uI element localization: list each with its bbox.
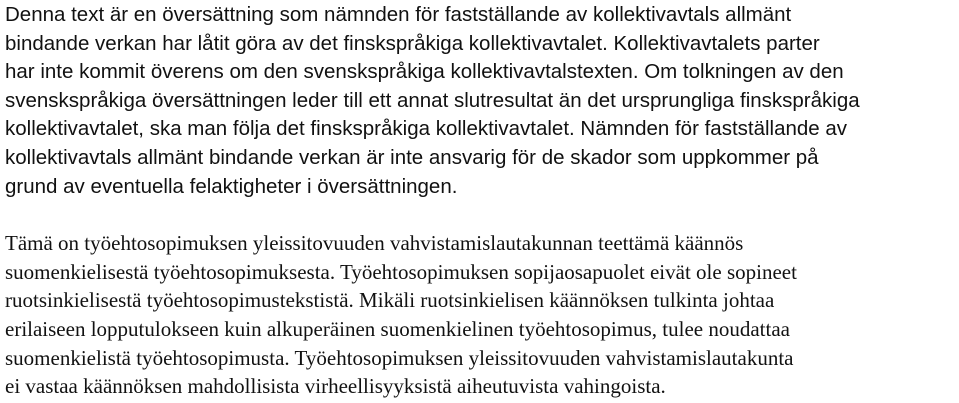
paragraph-line: kollektivavtalet, ska man följa det finskspråkiga kollektivavtalet. Nämnden för fastställande av bbox=[5, 117, 848, 141]
paragraph-line: suomenkielisestä työehtosopimuksesta. Työehtosopimuksen sopijaosapuolet eivät ole sopineet bbox=[5, 259, 797, 284]
paragraph-line: suomenkielistä työehtosopimusta. Työehtosopimuksen yleissitovuuden vahvistamislautakunta bbox=[5, 345, 794, 370]
paragraph-line: Tämä on työehtosopimuksen yleissitovuuden vahvistamislautakunnan teettämä käännös bbox=[5, 231, 744, 256]
paragraph-line: Denna text är en översättning som nämnden för fastställande av kollektivavtals allmänt bbox=[5, 3, 792, 26]
paragraph-line: kollektivavtals allmänt bindande verkan är inte ansvarig för de skador som uppkommer på bbox=[5, 145, 819, 169]
paragraph-line: bindande verkan har låtit göra av det finskspråkiga kollektivavtalet. Kollektivavtalets parter bbox=[5, 31, 820, 55]
paragraph-line: ei vastaa käännöksen mahdollisista virheellisyyksistä aiheutuvista vahingoista. bbox=[5, 374, 666, 399]
swedish-disclaimer-paragraph bbox=[5, 0, 953, 201]
paragraph-line: grund av eventuella felaktigheter i översättningen. bbox=[5, 174, 458, 198]
paragraph-line: erilaiseen lopputulokseen kuin alkuperäinen suomenkielinen työehtosopimus, tulee noudattaa bbox=[5, 316, 790, 341]
paragraph-line: svenskspråkiga översättningen leder till ett annat slutresultat än det ursprungliga finskspråkiga bbox=[5, 88, 860, 112]
paragraph-line: ruotsinkielisestä työehtosopimustekstistä. Mikäli ruotsinkielisen käännöksen tulkinta johtaa bbox=[5, 288, 775, 313]
paragraph-line: har inte kommit överens om den svenskspråkiga kollektivavtalstexten. Om tolkningen av den bbox=[5, 60, 844, 84]
finnish-disclaimer-paragraph bbox=[5, 229, 953, 401]
